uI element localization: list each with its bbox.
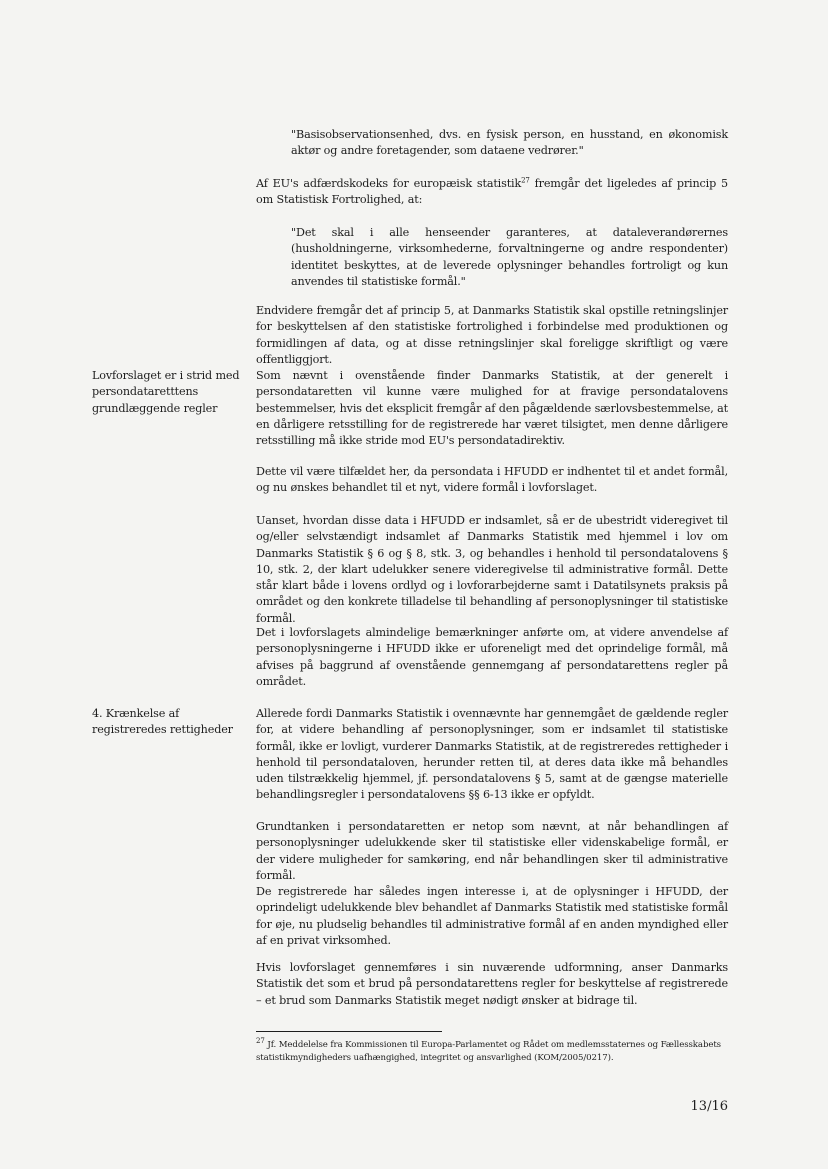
margin-heading-lovforslaget: Lovforslaget er i strid med persondataretttens grundlæggende regler — [92, 369, 240, 415]
paragraph-text: Af EU's adfærdskodeks for europæisk statistik — [256, 177, 522, 190]
quote-principle-5: "Det skal i alle henseender garanteres, at dataleverandørernes (husholdningerne, virksomhederne, forvaltningerne og andre respondenter) identitet beskyttes, at de leverede oplysninger behandles fortroligt og kun anvendes til statistiske formål." — [291, 226, 728, 288]
paragraph-bemaerkninger: Det i lovforslagets almindelige bemærkninger anførte om, at videre anvendelse af personoplysningerne i HFUDD ikke er uforeneligt med det oprindelige formål, må afvises på baggrund af ovenstående gennemgang af persondatarettens regler på området. — [256, 626, 728, 688]
paragraph-text: fremgår det ligeledes af princip 5 om Statistisk Fortrolighed, at: — [256, 177, 728, 207]
paragraph-adfaerdskodeks — [256, 176, 728, 209]
paragraph-allerede: Allerede fordi Danmarks Statistik i ovennævnte har gennemgået de gældende regler for, at videre behandling af personoplysninger, som er indsamlet til statistiske formål, ikke er lovligt, vurderer Danmarks Statistik, at de registreredes rettigheder i henhold til persondataloven, herunder retten til, at deres data ikke må behandles uden tilstrækkelig hjemmel, jf. persondatalovens § 5, samt at de gængse materielle behandlingsregler i persondatalovens §§ 6-13 ikke er opfyldt. — [256, 707, 728, 802]
margin-heading-kraenkelse: 4. Krænkelse af registreredes rettigheder — [92, 707, 233, 737]
paragraph-tilfaeldet: Dette vil være tilfældet her, da persondata i HFUDD er indhentet til et andet formål, og nu ønskes behandlet til et nyt, videre formål i lovforslaget. — [256, 465, 728, 495]
footnote-ref: 27 — [521, 176, 530, 185]
paragraph-uanset: Uanset, hvordan disse data i HFUDD er indsamlet, så er de ubestridt videregivet til og/eller selvstændigt indsamlet af Danmarks Statistik med hjemmel i lov om Danmarks Statistik § 6 og § 8, stk. 3, og behandles i henhold til persondatalovens § 10, stk. 2, der klart udelukker senere videregivelse til administrative formål. Dette står klart både i lovens ordlyd og i lovforarbejderne samt i Datatilsynets praksis på området og den konkrete tilladelse til behandling af personoplysninger til statistiske formål. — [256, 514, 728, 625]
paragraph-persondataretten: Som nævnt i ovenstående finder Danmarks Statistik, at der generelt i persondataretten vil kunne være mulighed for at fravige persondatalovens bestemmelser, hvis det eksplicit fremgår af den pågældende særlovsbestemmelse, at en dårligere retsstilling for de registrerede har været tilsigtet, men denne dårligere retsstilling må ikke stride mod EU's persondatadirektiv. — [256, 369, 728, 448]
footnote-divider — [256, 1031, 442, 1032]
paragraph-princip-5: Endvidere fremgår det af princip 5, at Danmarks Statistik skal opstille retningslinjer for beskyttelsen af den statistiske fortrolighed i forbindelse med produktionen og formidlingen af data, og at disse retningslinjer skal foreligge skriftligt og være offentliggjort. — [256, 304, 728, 366]
page-number: 13/16 — [690, 1099, 728, 1114]
footnote-number: 27 — [256, 1037, 265, 1046]
quote-basisobservationsenhed: "Basisobservationsenhed, dvs. en fysisk person, en husstand, en økonomisk aktør og andre foretagender, som dataene vedrører." — [291, 128, 728, 158]
paragraph-registrerede: De registrerede har således ingen interesse i, at de oplysninger i HFUDD, der oprindeligt udelukkende blev behandlet af Danmarks Statistik med statistiske formål for øje, nu pludselig behandles til administrative formål af en anden myndighed eller af en privat virksomhed. — [256, 885, 728, 947]
footnote — [256, 1039, 728, 1064]
footnote-text: Jf. Meddelelse fra Kommissionen til Europa-Parlamentet og Rådet om medlemsstaternes og Fællesskabets statistikmyndigheders uafhængighed, integritet og ansvarlighed (KOM/2005/0217). — [256, 1040, 721, 1063]
paragraph-lovforslag-brud: Hvis lovforslaget gennemføres i sin nuværende udformning, anser Danmarks Statistik det som et brud på persondatarettens regler for beskyttelse af registrerede – et brud som Danmarks Statistik meget nødigt ønsker at bidrage til. — [256, 961, 728, 1007]
paragraph-grundtanken: Grundtanken i persondataretten er netop som nævnt, at når behandlingen af personoplysninger udelukkende sker til statistiske eller videnskabelige formål, er der videre muligheder for samkøring, end når behandlingen sker til administrative formål. — [256, 820, 728, 882]
